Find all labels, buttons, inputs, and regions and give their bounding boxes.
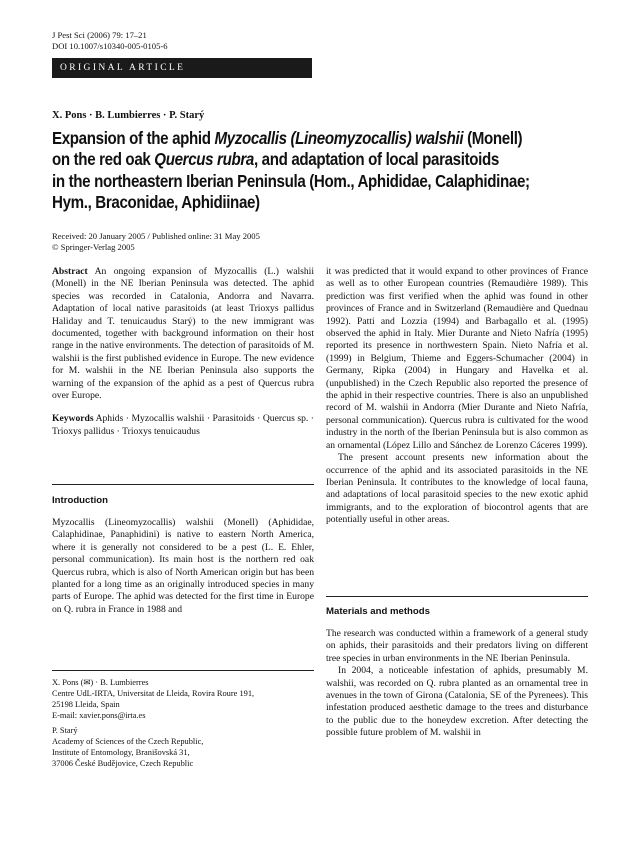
left-column [52, 266, 314, 438]
title-text: (Monell) [463, 128, 523, 148]
doi: DOI 10.1007/s10340-005-0105-6 [52, 40, 168, 51]
keywords-label: Keywords [52, 413, 94, 425]
title-species: Quercus rubra [154, 149, 254, 170]
introduction-heading: Introduction [52, 495, 108, 506]
affiliation-1-name: X. Pons (✉) · B. Lumbierres [52, 678, 149, 687]
email[interactable]: E-mail: xavier.pons@irta.es [52, 711, 146, 720]
affiliation-1-line: Centre UdL-IRTA, Universitat de Lleida, Rovira Roure 191, [52, 689, 255, 698]
intro-continued: it was predicted that it would expand to other provinces of France as well as to other European countries (Remaudière 1989). This prediction was first verified when the aphid was found in other provinces of France and in Switzerland (Remaudière and Quednau 1992). Patti and Lozzia (1994) and Barbagallo et al. (1995) observed the aphid in Italy. Mier Durante and Nieto Nafría (1995) reported its presence in northwestern Spain. Nieto Nafría et al. (1999) in Belgium, Thieme and Eggers-Schumacher (2004) in Germany, Ripka (2004) in Hungary and Havelka et al. (unpublished) in the Czech Republic also reported the presence of the aphid in their respective countries. There is also an unpublished record of M. walshii in Andorra (Mier Durante and Nieto Nafría, personal communication). Quercus rubra is cultivated for the wood industry in the north of the Iberian Peninsula but is also common as an ornamental (López Lillo and Sánchez de Lorenzo Cáceres 1999). [326, 266, 588, 451]
title-text: Hym., Braconidae, Aphidiinae) [52, 191, 260, 212]
keywords-text: Aphids · Myzocallis walshii · Parasitoids · Quercus sp. · Trioxys pallidus · Trioxys tenuicaudus [52, 413, 314, 437]
title-species: Myzocallis (Lineomyzocallis) walshii [214, 128, 464, 148]
methods-paragraph-1: The research was conducted within a framework of a general study on aphids, their parasitoids and their predators living on different tree species in urban environments in the NE Iberian Peninsula. [326, 628, 588, 664]
affiliation-2-line: Academy of Sciences of the Czech Republic, [52, 737, 204, 746]
affiliation-1 [52, 677, 314, 721]
section-rule [52, 484, 314, 485]
affiliation-1-line: 25198 Lleida, Spain [52, 700, 120, 709]
publication-dates [52, 231, 260, 253]
journal-header [52, 30, 168, 51]
methods-heading: Materials and methods [326, 606, 430, 617]
methods-text [326, 628, 588, 740]
section-rule [326, 596, 588, 597]
title-text: in the northeastern Iberian Peninsula (Hom., Aphididae, Calaphidinae; [52, 170, 530, 191]
introduction-text: Myzocallis (Lineomyzocallis) walshii (Monell) (Aphididae, Calaphidinae, Panaphidini) is native to eastern North America, where it is generally not considered to be a pest (L. E. Ehler, personal communication). Its main host is the northern red oak Quercus rubra, which is also of North American origin but has been planted for a long time as an originally introduced species in many parts of Europe. The aphid was detected for the first time in Europe on Q. rubra in France in 1988 and [52, 517, 314, 615]
affiliation-2-name: P. Starý [52, 726, 78, 735]
article-type-banner: ORIGINAL ARTICLE [52, 58, 312, 78]
abstract-text: An ongoing expansion of Myzocallis (L.) walshii (Monell) in the NE Iberian Peninsula was detected. The aphid species was recorded in Catalonia, Andorra and Navarra. Adaptation of local native parasitoids (at least Trioxys pallidus Haliday and T. tenuicaudus Starý) to the new immigrant was documented, together with background information on their host range in the native environments. The detection of parasitoids of M. walshii is the first published evidence in Europe. The new evidence for M. walshii in the NE Iberian Peninsula also supports the warning of the expansion of the aphid as a pest of Quercus rubra over Europe. [52, 266, 314, 402]
right-column [326, 266, 588, 527]
abstract-label: Abstract [52, 266, 88, 277]
article-title [52, 128, 530, 213]
methods-paragraph-2: In 2004, a noticeable infestation of aphids, presumably M. walshii, was recorded on Q. rubra planted as an ornamental tree in avenues in the town of Girona (Catalonia, SE of the Pyrenees). This infestation produced aesthetic damage to the trees and disturbance to the public due to the honeydew excretion. After detecting the possible future problem of M. walshii in [326, 665, 588, 739]
affiliation-2 [52, 725, 314, 769]
affiliation-2-line: Institute of Entomology, Branišovská 31, [52, 748, 190, 757]
affiliation-2-line: 37006 České Budějovice, Czech Republic [52, 759, 194, 768]
journal-citation: J Pest Sci (2006) 79: 17–21 [52, 30, 147, 40]
title-text: , and adaptation of local parasitoids [253, 149, 499, 170]
title-text: on the red oak [52, 149, 155, 170]
footnote-rule [52, 670, 314, 671]
keywords [52, 413, 314, 438]
authors: X. Pons · B. Lumbierres · P. Starý [52, 110, 205, 121]
title-text: Expansion of the aphid [52, 128, 215, 148]
received-date: Received: 20 January 2005 / Published online: 31 May 2005 [52, 231, 260, 241]
copyright: © Springer-Verlag 2005 [52, 242, 135, 252]
abstract [52, 266, 314, 402]
intro-paragraph-2: The present account presents new information about the occurrence of the aphid and its associated parasitoids in the NE Iberian Peninsula. It contributes to the knowledge of local fauna, and adaptations of local parasitoid species to the new exotic aphid immigrants, and to the exploration of biocontrol agents that are potentially useful in other areas. [326, 452, 588, 526]
